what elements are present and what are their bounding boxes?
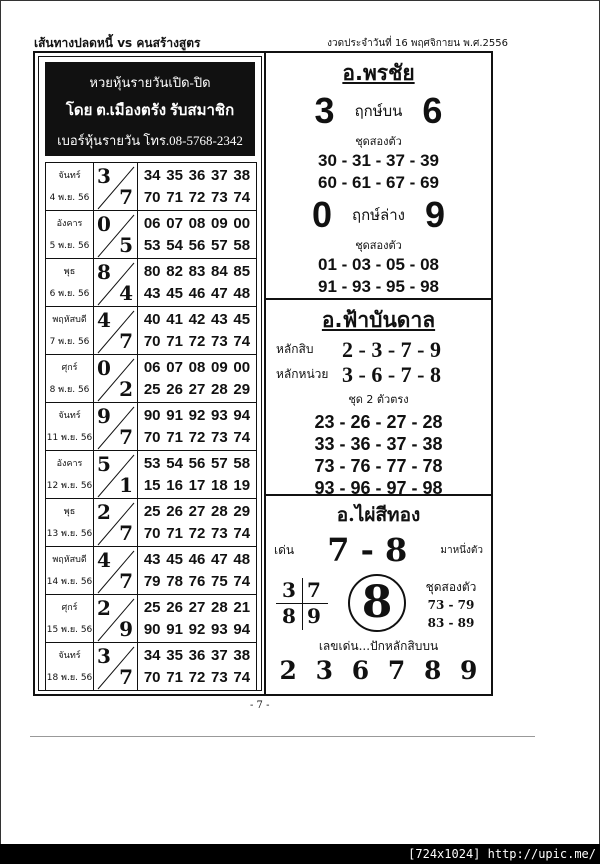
- number: 26: [166, 380, 183, 398]
- digit-cell: [94, 403, 138, 451]
- pick-digits: 2 3 6 7 8 9: [279, 656, 478, 685]
- pair-line: 33 - 36 - 37 - 38: [314, 434, 443, 454]
- number: 47: [211, 284, 228, 302]
- number: 42: [188, 310, 206, 328]
- header-date: งวดประจำวันที่ 16 พฤศจิกายน พ.ศ.2556: [327, 38, 508, 49]
- lead-label: เด่น: [274, 542, 295, 557]
- number: 78: [166, 572, 183, 590]
- day-name: จันทร์: [58, 410, 81, 421]
- number: 07: [166, 358, 183, 376]
- pair-line: 01 - 03 - 05 - 08: [318, 255, 439, 274]
- digit-cell: [94, 307, 138, 355]
- number: 72: [188, 668, 206, 686]
- section-title: อ.ฟ้าบันดาล: [321, 308, 436, 332]
- set-label: ชุด 2 ตัวตรง: [348, 393, 409, 406]
- numbers-cell: [138, 595, 257, 643]
- upper-label: ฤกษ์บน: [354, 102, 403, 120]
- number: 58: [233, 454, 251, 472]
- number: 58: [233, 236, 251, 254]
- numbers-cell: [138, 259, 257, 307]
- number: 79: [143, 572, 161, 590]
- date: 7 พ.ย. 56: [49, 336, 90, 347]
- number: 21: [233, 598, 251, 616]
- top-digit: 0: [97, 212, 111, 236]
- number: 08: [188, 214, 206, 232]
- number: 08: [188, 358, 206, 376]
- table-row: [46, 451, 257, 499]
- day-cell: [46, 307, 94, 355]
- number: 34: [143, 646, 161, 664]
- lead-note: มาหนึ่งตัว: [440, 544, 483, 556]
- number: 06: [143, 358, 161, 376]
- circled-digit: 8: [348, 574, 406, 632]
- digit-cell: [94, 163, 138, 211]
- upper-digit-b: 6: [422, 90, 443, 131]
- tens-digits: 2 - 3 - 7 - 9: [342, 336, 441, 362]
- numbers-cell: [138, 451, 257, 499]
- number: 80: [143, 262, 161, 280]
- watermark: [724x1024] http://upic.me/: [0, 844, 600, 864]
- numbers-cell: [138, 355, 257, 403]
- top-digit: 0: [97, 356, 111, 380]
- number: 93: [211, 406, 228, 424]
- number: 74: [233, 188, 251, 206]
- numbers-cell: [138, 643, 257, 691]
- pair-line: 83 - 89: [427, 616, 475, 630]
- day-cell: [46, 403, 94, 451]
- date: 12 พ.ย. 56: [46, 480, 93, 491]
- number: 56: [188, 236, 206, 254]
- number: 29: [233, 502, 251, 520]
- number: 43: [211, 310, 228, 328]
- number: 70: [143, 668, 161, 686]
- banner: [45, 62, 255, 156]
- day-cell: [46, 595, 94, 643]
- day-cell: [46, 451, 94, 499]
- set-label: ชุดสองตัว: [355, 239, 402, 252]
- number: 74: [233, 428, 251, 446]
- section-title: อ.พรชัย: [342, 61, 415, 85]
- section-pornchai: [266, 53, 491, 300]
- number: 48: [233, 284, 251, 302]
- number: 09: [211, 358, 228, 376]
- table-row: [46, 259, 257, 307]
- bottom-digit: 7: [119, 185, 133, 209]
- table-row: [46, 595, 257, 643]
- number: 00: [233, 214, 251, 232]
- pair-line: 73 - 79: [427, 598, 475, 612]
- number: 48: [233, 550, 251, 568]
- number: 57: [211, 454, 228, 472]
- digit-grid: [276, 578, 326, 630]
- number: 47: [211, 550, 228, 568]
- table-row: [46, 499, 257, 547]
- top-digit: 4: [97, 548, 111, 572]
- bottom-digit: 2: [119, 377, 133, 401]
- day-name: พฤหัสบดี: [52, 554, 87, 565]
- number: 75: [211, 572, 228, 590]
- banner-line-3: เบอร์หุ้นรายวัน โทร.08-5768-2342: [57, 133, 243, 148]
- number: 90: [143, 406, 161, 424]
- number: 37: [211, 166, 228, 184]
- number: 71: [166, 524, 183, 542]
- date: 6 พ.ย. 56: [49, 288, 90, 299]
- day-name: ศุกร์: [61, 362, 78, 373]
- top-digit: 8: [97, 260, 111, 284]
- digit-cell: [94, 643, 138, 691]
- number: 37: [211, 646, 228, 664]
- number: 36: [188, 646, 206, 664]
- numbers-cell: [138, 307, 257, 355]
- number: 70: [143, 524, 161, 542]
- number: 72: [188, 428, 206, 446]
- day-name: จันทร์: [58, 650, 81, 661]
- number: 25: [143, 598, 161, 616]
- number: 74: [233, 524, 251, 542]
- day-cell: [46, 211, 94, 259]
- table-row: [46, 403, 257, 451]
- grid-digit: 3: [282, 578, 296, 602]
- number: 46: [188, 550, 206, 568]
- bottom-digit: 9: [119, 617, 133, 641]
- grid-digit: 7: [307, 578, 321, 602]
- number: 41: [166, 310, 183, 328]
- number: 57: [211, 236, 228, 254]
- upper-digit-a: 3: [314, 90, 335, 131]
- number: 73: [211, 332, 228, 350]
- lead-digits: 7 - 8: [327, 531, 408, 569]
- top-digit: 4: [97, 308, 111, 332]
- top-digit: 5: [97, 452, 111, 476]
- results-table: [45, 162, 257, 691]
- set-label: ชุดสองตัว: [425, 580, 477, 594]
- bottom-digit: 1: [119, 473, 133, 497]
- date: 18 พ.ย. 56: [46, 672, 93, 683]
- number: 71: [166, 668, 183, 686]
- day-cell: [46, 499, 94, 547]
- numbers-cell: [138, 403, 257, 451]
- number: 72: [188, 332, 206, 350]
- pair-line: 60 - 61 - 67 - 69: [318, 173, 439, 192]
- pair-line: 23 - 26 - 27 - 28: [314, 412, 443, 432]
- day-name: อังคาร: [56, 218, 83, 229]
- table-row: [46, 643, 257, 691]
- top-digit: 9: [97, 404, 111, 428]
- number: 70: [143, 188, 161, 206]
- number: 38: [233, 646, 251, 664]
- top-digit: 3: [97, 644, 111, 668]
- number: 82: [166, 262, 183, 280]
- day-cell: [46, 163, 94, 211]
- number: 56: [188, 454, 206, 472]
- lower-digit-a: 0: [311, 194, 332, 235]
- day-cell: [46, 643, 94, 691]
- number: 25: [143, 502, 161, 520]
- numbers-cell: [138, 547, 257, 595]
- digit-cell: [94, 499, 138, 547]
- number: 94: [233, 406, 251, 424]
- digit-cell: [94, 595, 138, 643]
- number: 36: [188, 166, 206, 184]
- bottom-digit: 7: [119, 521, 133, 545]
- number: 54: [166, 454, 183, 472]
- pair-line: 91 - 93 - 95 - 98: [318, 277, 439, 296]
- pair-line: 93 - 96 - 97 - 98: [314, 478, 443, 498]
- top-digit: 2: [97, 596, 111, 620]
- number: 29: [233, 380, 251, 398]
- number: 28: [211, 380, 228, 398]
- number: 93: [211, 620, 228, 638]
- number: 83: [188, 262, 206, 280]
- number: 72: [188, 524, 206, 542]
- day-name: จันทร์: [58, 170, 81, 181]
- number: 73: [211, 668, 228, 686]
- digit-cell: [94, 211, 138, 259]
- stock-lottery-panel: [38, 56, 262, 691]
- date: 11 พ.ย. 56: [46, 432, 93, 443]
- number: 46: [188, 284, 206, 302]
- number: 27: [188, 598, 206, 616]
- bottom-digit: 7: [119, 665, 133, 689]
- number: 40: [143, 310, 161, 328]
- digit-cell: [94, 355, 138, 403]
- day-name: พุธ: [63, 506, 76, 517]
- date: 15 พ.ย. 56: [46, 624, 93, 635]
- bottom-digit: 4: [119, 281, 133, 305]
- section-fabandan: [266, 300, 491, 496]
- units-label: หลักหน่วย: [276, 367, 329, 381]
- banner-line-2: โดย ต.เมืองตรัง รับสมาชิก: [65, 103, 235, 119]
- section-phaisithong: [266, 496, 491, 692]
- day-name: อังคาร: [56, 458, 83, 469]
- number: 43: [143, 550, 161, 568]
- number: 53: [143, 236, 161, 254]
- number: 53: [143, 454, 161, 472]
- number: 35: [166, 166, 183, 184]
- number: 43: [143, 284, 161, 302]
- table-row: [46, 355, 257, 403]
- number: 71: [166, 428, 183, 446]
- number: 45: [166, 550, 183, 568]
- pair-list: [414, 578, 488, 632]
- table-row: [46, 547, 257, 595]
- number: 85: [233, 262, 251, 280]
- numbers-cell: [138, 499, 257, 547]
- number: 90: [143, 620, 161, 638]
- number: 76: [188, 572, 206, 590]
- grid-digit: 8: [282, 604, 296, 628]
- bottom-digit: 7: [119, 569, 133, 593]
- number: 72: [188, 188, 206, 206]
- number: 25: [143, 380, 161, 398]
- pair-line: 30 - 31 - 37 - 39: [318, 151, 439, 170]
- number: 06: [143, 214, 161, 232]
- number: 73: [211, 524, 228, 542]
- number: 00: [233, 358, 251, 376]
- number: 27: [188, 380, 206, 398]
- predictions-panel: [264, 53, 491, 694]
- numbers-cell: [138, 211, 257, 259]
- digit-cell: [94, 259, 138, 307]
- number: 92: [188, 620, 206, 638]
- number: 26: [166, 502, 183, 520]
- number: 18: [211, 476, 228, 494]
- number: 74: [233, 668, 251, 686]
- banner-line-1: หวยหุ้นรายวันเปิด-ปิด: [89, 75, 211, 90]
- number: 91: [166, 406, 183, 424]
- number: 09: [211, 214, 228, 232]
- day-name: พุธ: [63, 266, 76, 277]
- number: 45: [166, 284, 183, 302]
- number: 70: [143, 332, 161, 350]
- number: 94: [233, 620, 251, 638]
- number: 71: [166, 332, 183, 350]
- number: 71: [166, 188, 183, 206]
- day-cell: [46, 547, 94, 595]
- lower-digit-b: 9: [425, 194, 446, 235]
- set-label: ชุดสองตัว: [355, 135, 402, 148]
- tens-label: หลักสิบ: [276, 342, 314, 356]
- lower-label: ฤกษ์ล่าง: [352, 206, 405, 224]
- number: 70: [143, 428, 161, 446]
- number: 91: [166, 620, 183, 638]
- top-digit: 2: [97, 500, 111, 524]
- number: 15: [143, 476, 161, 494]
- number: 16: [166, 476, 183, 494]
- number: 28: [211, 502, 228, 520]
- day-name: พฤหัสบดี: [52, 314, 87, 325]
- table-row: [46, 307, 257, 355]
- numbers-cell: [138, 163, 257, 211]
- day-cell: [46, 355, 94, 403]
- number: 38: [233, 166, 251, 184]
- day-name: ศุกร์: [61, 602, 78, 613]
- bottom-digit: 7: [119, 425, 133, 449]
- number: 45: [233, 310, 251, 328]
- digit-cell: [94, 451, 138, 499]
- digit-cell: [94, 547, 138, 595]
- number: 07: [166, 214, 183, 232]
- number: 19: [233, 476, 251, 494]
- date: 13 พ.ย. 56: [46, 528, 93, 539]
- number: 26: [166, 598, 183, 616]
- pick-label: เลขเด่น...ปักหลักสิบบน: [318, 639, 439, 653]
- number: 73: [211, 188, 228, 206]
- number: 17: [188, 476, 206, 494]
- date: 5 พ.ย. 56: [49, 240, 90, 251]
- number: 35: [166, 646, 183, 664]
- page-number: - 7 -: [250, 700, 270, 711]
- date: 14 พ.ย. 56: [46, 576, 93, 587]
- number: 92: [188, 406, 206, 424]
- number: 27: [188, 502, 206, 520]
- main-box: [33, 51, 493, 696]
- section-title: อ.ไผ่สีทอง: [336, 504, 421, 526]
- pair-line: 73 - 76 - 77 - 78: [314, 456, 443, 476]
- date: 8 พ.ย. 56: [49, 384, 90, 395]
- number: 73: [211, 428, 228, 446]
- page-edge: [30, 736, 535, 737]
- date: 4 พ.ย. 56: [49, 192, 90, 203]
- top-digit: 3: [97, 164, 111, 188]
- number: 84: [211, 262, 228, 280]
- bottom-digit: 7: [119, 329, 133, 353]
- number: 54: [166, 236, 183, 254]
- table-row: [46, 211, 257, 259]
- day-cell: [46, 259, 94, 307]
- header-title: เส้นทางปลดหนี้ vs คนสร้างสูตร: [34, 36, 201, 50]
- number: 34: [143, 166, 161, 184]
- number: 28: [211, 598, 228, 616]
- table-row: [46, 163, 257, 211]
- bottom-digit: 5: [119, 233, 133, 257]
- units-digits: 3 - 6 - 7 - 8: [342, 361, 441, 387]
- number: 74: [233, 332, 251, 350]
- number: 74: [233, 572, 251, 590]
- grid-digit: 9: [307, 604, 321, 628]
